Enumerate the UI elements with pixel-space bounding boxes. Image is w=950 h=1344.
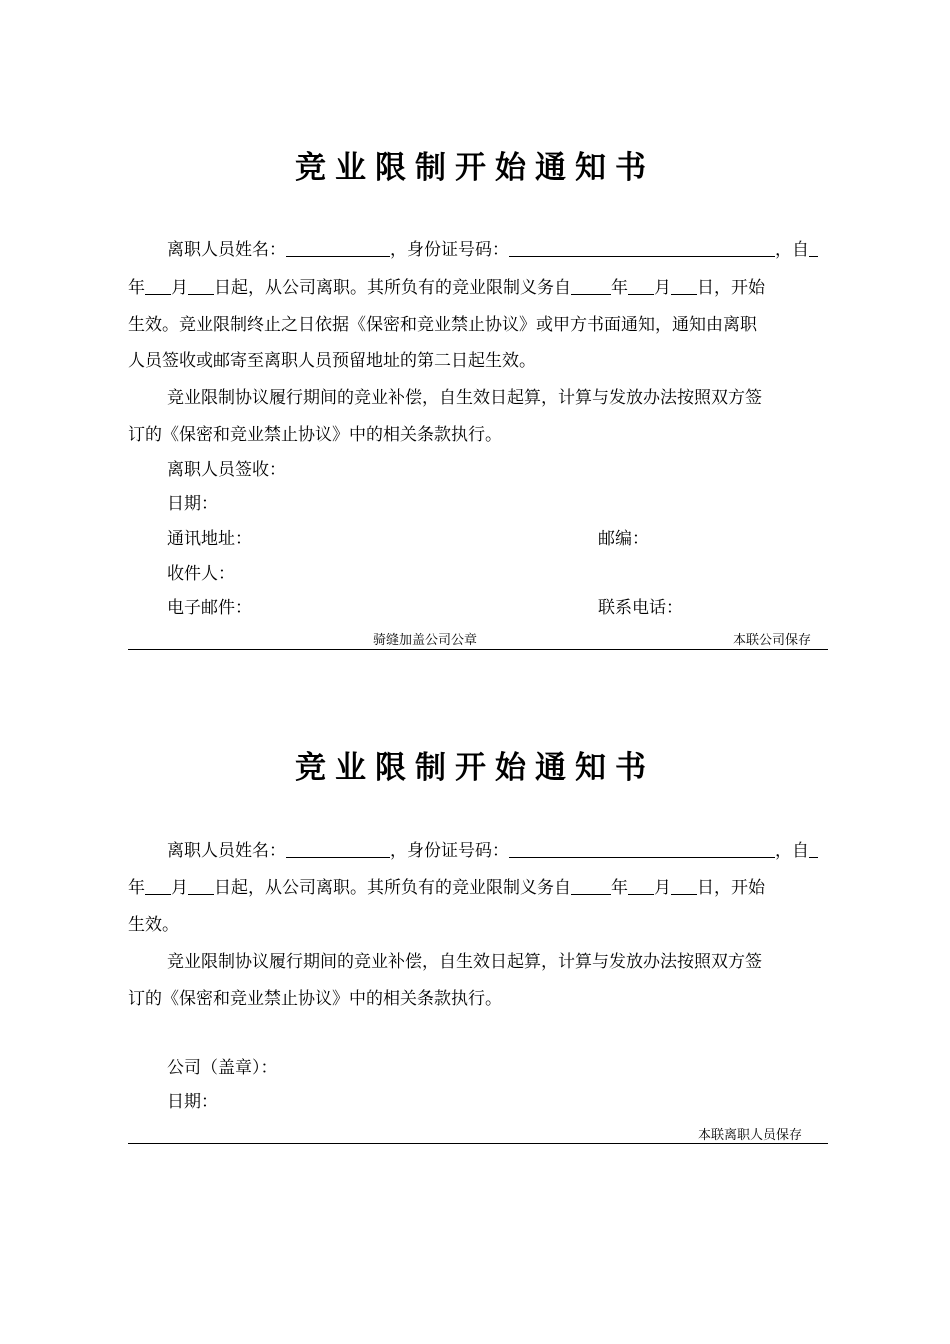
notice-title-2: 竞业限制开始通知书 (295, 750, 655, 786)
start-year-blank[interactable] (809, 839, 818, 858)
zip-label: 邮编： (598, 529, 649, 549)
duty-day-blank[interactable] (671, 876, 697, 895)
leave-text: 日起，从公司离职。其所负有的竞业限制义务自 (214, 878, 571, 898)
leave-day-blank[interactable] (188, 276, 214, 295)
body-line-3: 生效。竞业限制终止之日依据《保密和竞业禁止协议》或甲方书面通知，通知由离职 (128, 315, 757, 335)
duty-day-blank[interactable] (671, 276, 697, 295)
compensation-line-2: 订的《保密和竞业禁止协议》中的相关条款执行。 (128, 425, 502, 445)
duty-year-blank[interactable] (571, 876, 611, 895)
name-label: 离职人员姓名： (167, 240, 286, 260)
leave-month-blank[interactable] (145, 276, 171, 295)
compensation-line-1: 竞业限制协议履行期间的竞业补偿，自生效日起算，计算与发放办法按照双方签 (167, 388, 762, 408)
compensation-line-1b: 竞业限制协议履行期间的竞业补偿，自生效日起算，计算与发放办法按照双方签 (167, 952, 762, 972)
divider-rule-2 (128, 1143, 828, 1144)
address-label: 通讯地址： (167, 529, 252, 549)
name-label: 离职人员姓名： (167, 841, 286, 861)
date-label-2: 日期： (167, 1092, 218, 1112)
body-line-4: 人员签收或邮寄至离职人员预留地址的第二日起生效。 (128, 351, 536, 371)
leave-text: 日起，从公司离职。其所负有的竞业限制义务自 (214, 278, 571, 298)
month-label-2: 月 (654, 278, 671, 298)
date-line-1 (128, 276, 828, 300)
phone-label: 联系电话： (598, 598, 683, 618)
start-text: 日，开始 (697, 878, 765, 898)
month-label-2: 月 (654, 878, 671, 898)
name-id-line-2 (167, 839, 867, 863)
name-blank[interactable] (286, 238, 390, 257)
month-label: 月 (171, 878, 188, 898)
name-blank[interactable] (286, 839, 390, 858)
compensation-line-2b: 订的《保密和竞业禁止协议》中的相关条款执行。 (128, 989, 502, 1009)
month-label: 月 (171, 278, 188, 298)
name-id-line-1 (167, 238, 867, 262)
leave-month-blank[interactable] (145, 876, 171, 895)
id-number-blank[interactable] (509, 238, 775, 257)
year-label: 年 (128, 878, 145, 898)
duty-month-blank[interactable] (628, 276, 654, 295)
duty-year-blank[interactable] (571, 276, 611, 295)
year-label: 年 (128, 278, 145, 298)
notice-title-1: 竞业限制开始通知书 (295, 150, 655, 186)
start-year-blank[interactable] (809, 238, 818, 257)
company-seal-label: 公司（盖章）： (167, 1058, 278, 1078)
body-line-3b: 生效。 (128, 915, 179, 935)
seal-note: 骑缝加盖公司公章 (373, 633, 478, 648)
divider-rule-1 (128, 649, 828, 650)
year-label-2: 年 (611, 278, 628, 298)
leave-day-blank[interactable] (188, 876, 214, 895)
copy-note-company: 本联公司保存 (733, 633, 812, 648)
recipient-label: 收件人： (167, 564, 235, 584)
from-label: ，自 (775, 841, 809, 861)
sign-label: 离职人员签收： (167, 460, 286, 480)
id-number-blank[interactable] (509, 839, 775, 858)
year-label-2: 年 (611, 878, 628, 898)
start-text: 日，开始 (697, 278, 765, 298)
date-line-2 (128, 876, 828, 900)
copy-note-employee: 本联离职人员保存 (698, 1128, 803, 1143)
email-label: 电子邮件： (167, 598, 252, 618)
id-label: ，身份证号码： (390, 841, 509, 861)
id-label: ，身份证号码： (390, 240, 509, 260)
from-label: ，自 (775, 240, 809, 260)
duty-month-blank[interactable] (628, 876, 654, 895)
date-label-1: 日期： (167, 494, 218, 514)
